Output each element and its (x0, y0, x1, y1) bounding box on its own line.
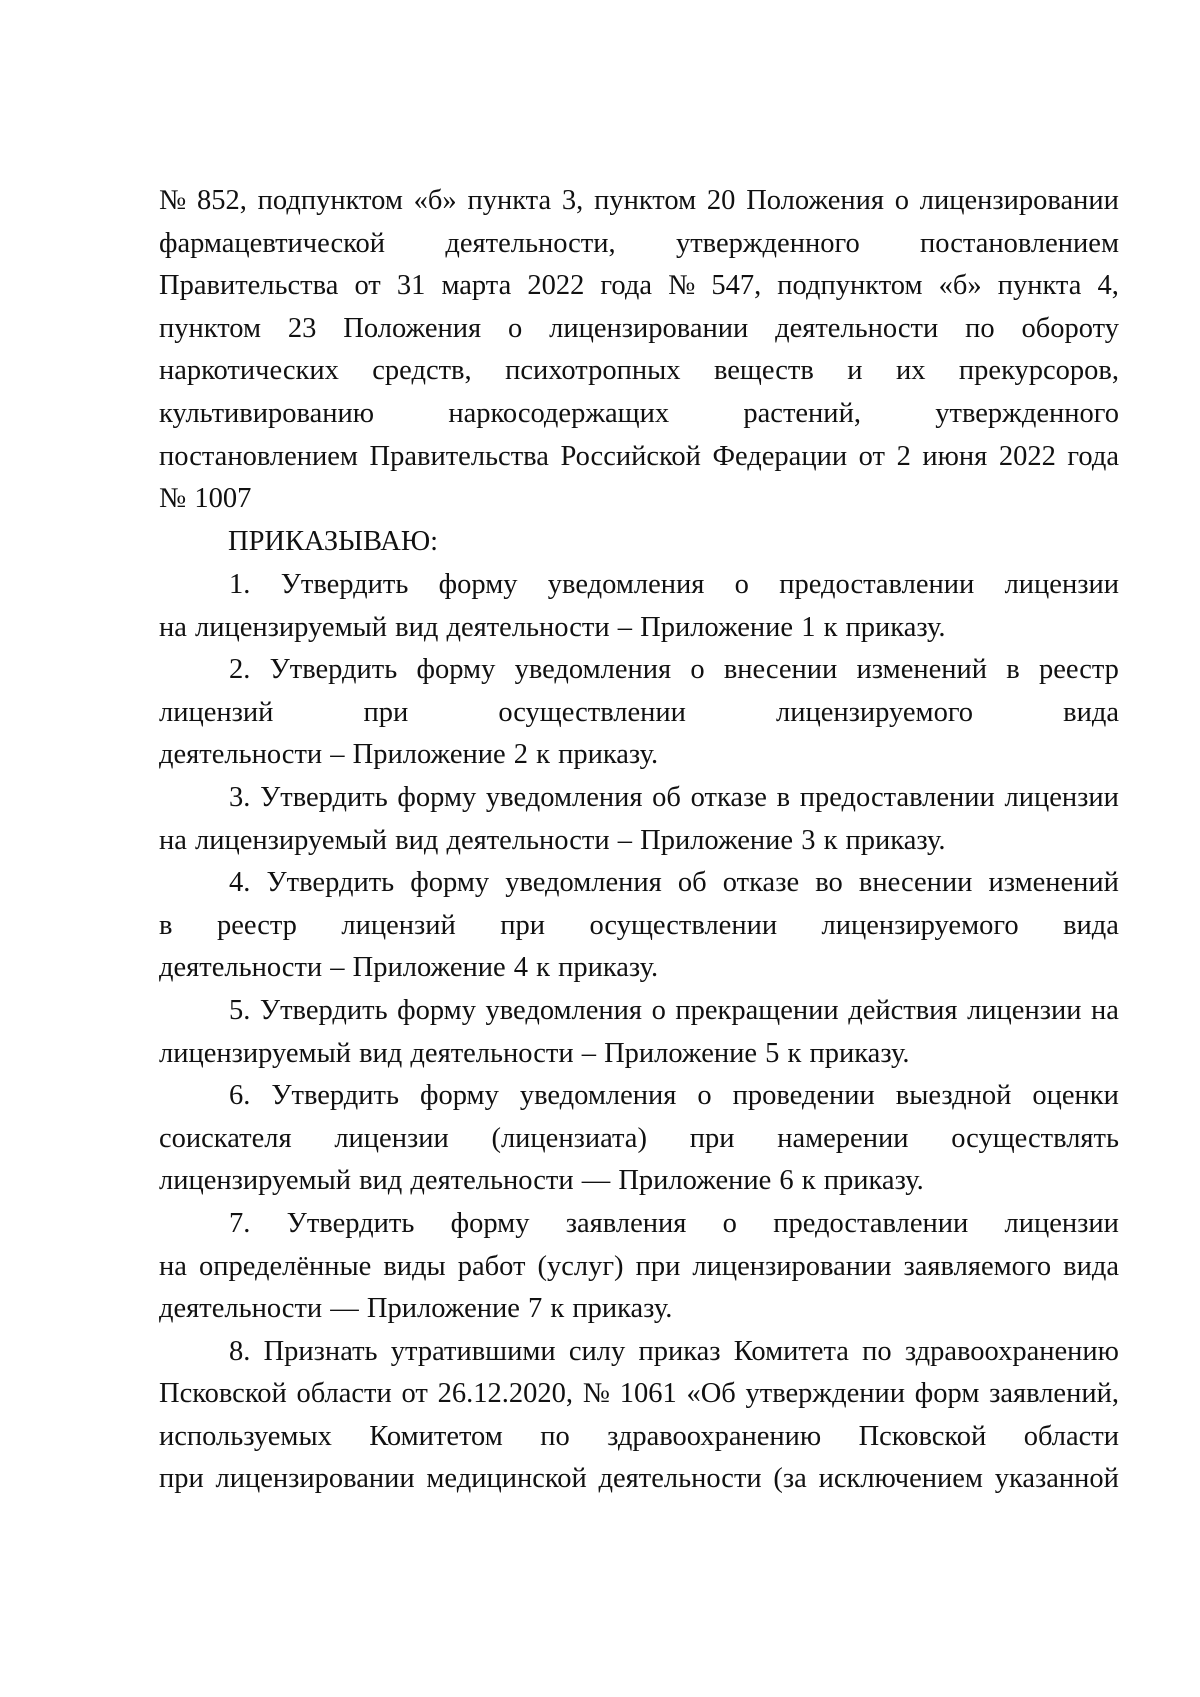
word: лицензировании (549, 312, 749, 344)
word: по (965, 312, 995, 344)
word: Правительства (369, 440, 549, 472)
word: наркотических (159, 355, 339, 387)
word: намерении (777, 1122, 909, 1154)
word: указанной (994, 1463, 1119, 1495)
word: (лицензиата) (491, 1122, 647, 1154)
word: изменений (856, 654, 987, 686)
text-line (159, 1331, 1119, 1374)
word: области (1023, 1420, 1119, 1452)
text-line (159, 1246, 1119, 1289)
text-line: на лицензируемый вид деятельности – Приложение 1 к приказу. (159, 611, 946, 643)
word: лицензировании (215, 1463, 415, 1495)
word: уведомления (485, 994, 643, 1026)
word: при (635, 1250, 681, 1282)
text-line (159, 1458, 1119, 1501)
word: лицензии (1004, 569, 1119, 600)
text-line: на лицензируемый вид деятельности – Приложение 3 к приказу. (159, 824, 946, 856)
word: 7. (229, 1207, 251, 1239)
word: средств, (372, 355, 472, 387)
word: во (815, 867, 843, 899)
word: 2022 (527, 270, 585, 302)
word: лицензий (341, 909, 456, 941)
word: отказе (722, 867, 800, 899)
word: июня (922, 440, 988, 472)
word: здравоохранению (904, 1335, 1119, 1367)
text-line: лицензируемый вид деятельности — Приложение 6 к приказу. (159, 1165, 924, 1197)
word: «Об (686, 1378, 736, 1410)
word: о (734, 569, 749, 600)
word: на (1091, 994, 1119, 1026)
word: здравоохранению (607, 1420, 822, 1452)
word: прекурсоров, (958, 355, 1119, 387)
word: года (1067, 440, 1119, 472)
order-item-6 (159, 1075, 1119, 1203)
text-line (159, 777, 1119, 820)
order-item-7 (159, 1203, 1119, 1331)
order-item-4 (159, 862, 1119, 990)
text-line (159, 350, 1119, 393)
text-line: деятельности – Приложение 4 к приказу. (159, 952, 659, 984)
word: «б» (938, 270, 982, 302)
word: лицензировании (692, 1250, 892, 1282)
word: области (296, 1378, 392, 1410)
word: психотропных (505, 355, 681, 387)
word: форму (450, 1207, 530, 1239)
word: деятельности (598, 1463, 762, 1495)
word: реестр (1038, 654, 1119, 686)
word: приказ (638, 1335, 721, 1367)
word: Федерации (712, 440, 848, 472)
word: подпунктом (777, 270, 923, 302)
text-line (159, 436, 1119, 479)
word: форму (420, 1080, 499, 1112)
text-line (159, 393, 1119, 436)
word: пунктом (594, 185, 697, 216)
word: предоставлении (773, 1207, 969, 1239)
word: уведомления (485, 781, 643, 813)
word: форму (397, 781, 477, 813)
word: 2022 (998, 440, 1056, 472)
word: оценки (1032, 1080, 1119, 1112)
text-line (159, 265, 1119, 308)
word: 2. (229, 654, 251, 686)
word: при (500, 909, 545, 941)
word: от (354, 270, 381, 302)
word: веществ (713, 355, 814, 387)
word: № (159, 185, 187, 216)
word: подпунктом (257, 185, 403, 216)
word: Утвердить (271, 1080, 400, 1112)
word: Российской (560, 440, 701, 472)
word: 8. (229, 1335, 251, 1367)
text-line (159, 1118, 1119, 1161)
word: 1061 (619, 1378, 677, 1410)
word: обороту (1021, 312, 1119, 344)
text-line (159, 1075, 1119, 1118)
word: 20 (706, 185, 736, 216)
word: постановлением (159, 440, 358, 472)
word: лицензии (1004, 1207, 1119, 1239)
word: определённые (198, 1250, 372, 1282)
order-heading: ПРИКАЗЫВАЮ: (228, 526, 439, 557)
word: Утвердить (269, 654, 398, 686)
text-line (159, 564, 1119, 607)
word: об (677, 867, 707, 899)
word: вида (1063, 696, 1119, 728)
text-line (159, 1416, 1119, 1459)
word: 4, (1097, 270, 1119, 302)
word: о (697, 1080, 712, 1112)
word: 6. (229, 1080, 251, 1112)
word: Утвердить (286, 1207, 415, 1239)
word: утвержденного (935, 397, 1119, 429)
word: Утвердить (280, 569, 409, 600)
word: выездной (895, 1080, 1012, 1112)
word: о (507, 312, 523, 344)
word: уведомления (514, 654, 672, 686)
word: форму (416, 654, 496, 686)
word: «б» (413, 185, 457, 216)
word: от (858, 440, 885, 472)
order-item-2 (159, 649, 1119, 777)
word: о (690, 654, 705, 686)
word: от (401, 1378, 428, 1410)
word: утверждении (745, 1378, 906, 1410)
word: деятельности (775, 312, 939, 344)
word: 1. (229, 569, 251, 600)
word: Признать (263, 1335, 378, 1367)
intro-paragraph (159, 180, 1119, 521)
word: лицензировании (919, 185, 1119, 216)
word: Комитета (733, 1335, 849, 1367)
word: заявляемого (903, 1250, 1052, 1282)
text-line (159, 990, 1119, 1033)
word: 23 (287, 312, 317, 344)
word: вида (1063, 1250, 1119, 1282)
word: 4. (229, 867, 251, 899)
word: по (540, 1420, 570, 1452)
word: Утвердить (260, 781, 388, 813)
word: лицензии (967, 994, 1082, 1026)
word: уведомления (547, 569, 705, 600)
word: фармацевтической (159, 227, 386, 259)
word: вида (1063, 909, 1119, 941)
word: изменений (988, 867, 1119, 899)
word: в (1006, 654, 1020, 686)
word: Псковской (159, 1378, 287, 1410)
word: медицинской (426, 1463, 587, 1495)
word: лицензируемого (821, 909, 1019, 941)
word: заявления (565, 1207, 687, 1239)
text-line (159, 862, 1119, 905)
word: об (652, 781, 681, 813)
word: (за (773, 1463, 807, 1495)
word: осуществлять (951, 1122, 1119, 1154)
word: осуществлении (498, 696, 686, 728)
word: утратившими (390, 1335, 556, 1367)
word: пункта (997, 270, 1082, 302)
word: 3. (229, 781, 251, 813)
word: деятельности, (445, 227, 616, 259)
text-line: лицензируемый вид деятельности – Приложение 5 к приказу. (159, 1037, 910, 1069)
word: виды (383, 1250, 446, 1282)
word: форму (438, 569, 518, 600)
word: реестр (216, 909, 297, 941)
word: наркосодержащих (448, 397, 670, 429)
word: Положения (746, 185, 884, 216)
word: 31 (396, 270, 426, 302)
word: № (582, 1378, 610, 1410)
word: № (668, 270, 696, 302)
order-item-3 (159, 777, 1119, 862)
word: в (159, 909, 173, 941)
word: (услуг) (537, 1250, 624, 1282)
word: прекращении (675, 994, 839, 1026)
word: работ (457, 1250, 526, 1282)
text-line: деятельности – Приложение 2 к приказу. (159, 739, 659, 771)
word: форму (410, 867, 490, 899)
text-line (159, 692, 1119, 735)
word: 2 (896, 440, 911, 472)
order-items (159, 564, 1119, 1501)
word: Псковской (858, 1420, 987, 1452)
word: 5. (229, 994, 251, 1026)
word: 852, (196, 185, 247, 216)
word: Утвердить (259, 994, 388, 1026)
word: Комитетом (369, 1420, 503, 1452)
word: при (363, 696, 409, 728)
word: лицензируемого (776, 696, 974, 728)
word: Положения (343, 312, 482, 344)
order-item-1 (159, 564, 1119, 649)
word: о (722, 1207, 737, 1239)
word: уведомления (519, 1080, 677, 1112)
word: растений, (743, 397, 861, 429)
word: культивированию (159, 397, 375, 429)
word: 26.12.2020, (437, 1378, 573, 1410)
word: 3, (561, 185, 584, 216)
word: исключением (818, 1463, 983, 1495)
word: Утвердить (266, 867, 395, 899)
text-line (159, 180, 1119, 223)
word: их (895, 355, 926, 387)
word: пунктом (159, 312, 262, 344)
word: утвержденного (675, 227, 860, 259)
text-line (159, 649, 1119, 692)
text-line: деятельности — Приложение 7 к приказу. (159, 1293, 673, 1325)
word: о (894, 185, 910, 216)
word: заявлений, (989, 1378, 1119, 1410)
word: Правительства (159, 270, 339, 302)
word: 547, (711, 270, 762, 302)
word: года (600, 270, 652, 302)
text-line: № 1007 (159, 483, 252, 515)
word: соискателя (159, 1122, 292, 1154)
text-line (159, 223, 1119, 266)
word: и (847, 355, 863, 387)
word: внесении (723, 654, 838, 686)
word: силу (568, 1335, 626, 1367)
text-line (159, 1373, 1119, 1416)
word: форму (397, 994, 476, 1026)
order-item-8 (159, 1331, 1119, 1501)
word: проведении (732, 1080, 875, 1112)
order-item-5 (159, 990, 1119, 1075)
text-line (159, 1203, 1119, 1246)
word: марта (441, 270, 512, 302)
word: лицензий (159, 696, 274, 728)
word: постановлением (920, 227, 1119, 259)
word: при (689, 1122, 735, 1154)
word: о (651, 994, 666, 1026)
word: действия (848, 994, 958, 1026)
word: внесении (858, 867, 973, 899)
word: форм (914, 1378, 980, 1410)
word: лицензии (1004, 781, 1119, 813)
word: предоставлении (799, 781, 995, 813)
word: по (862, 1335, 892, 1367)
word: отказе (690, 781, 767, 813)
word: уведомления (505, 867, 662, 899)
text-line (159, 308, 1119, 351)
word: на (159, 1250, 187, 1282)
word: осуществлении (589, 909, 778, 941)
word: лицензии (334, 1122, 449, 1154)
word: пункта (467, 185, 552, 216)
word: при (159, 1463, 204, 1495)
word: предоставлении (779, 569, 975, 600)
text-line (159, 905, 1119, 948)
word: используемых (159, 1420, 332, 1452)
word: в (776, 781, 791, 813)
